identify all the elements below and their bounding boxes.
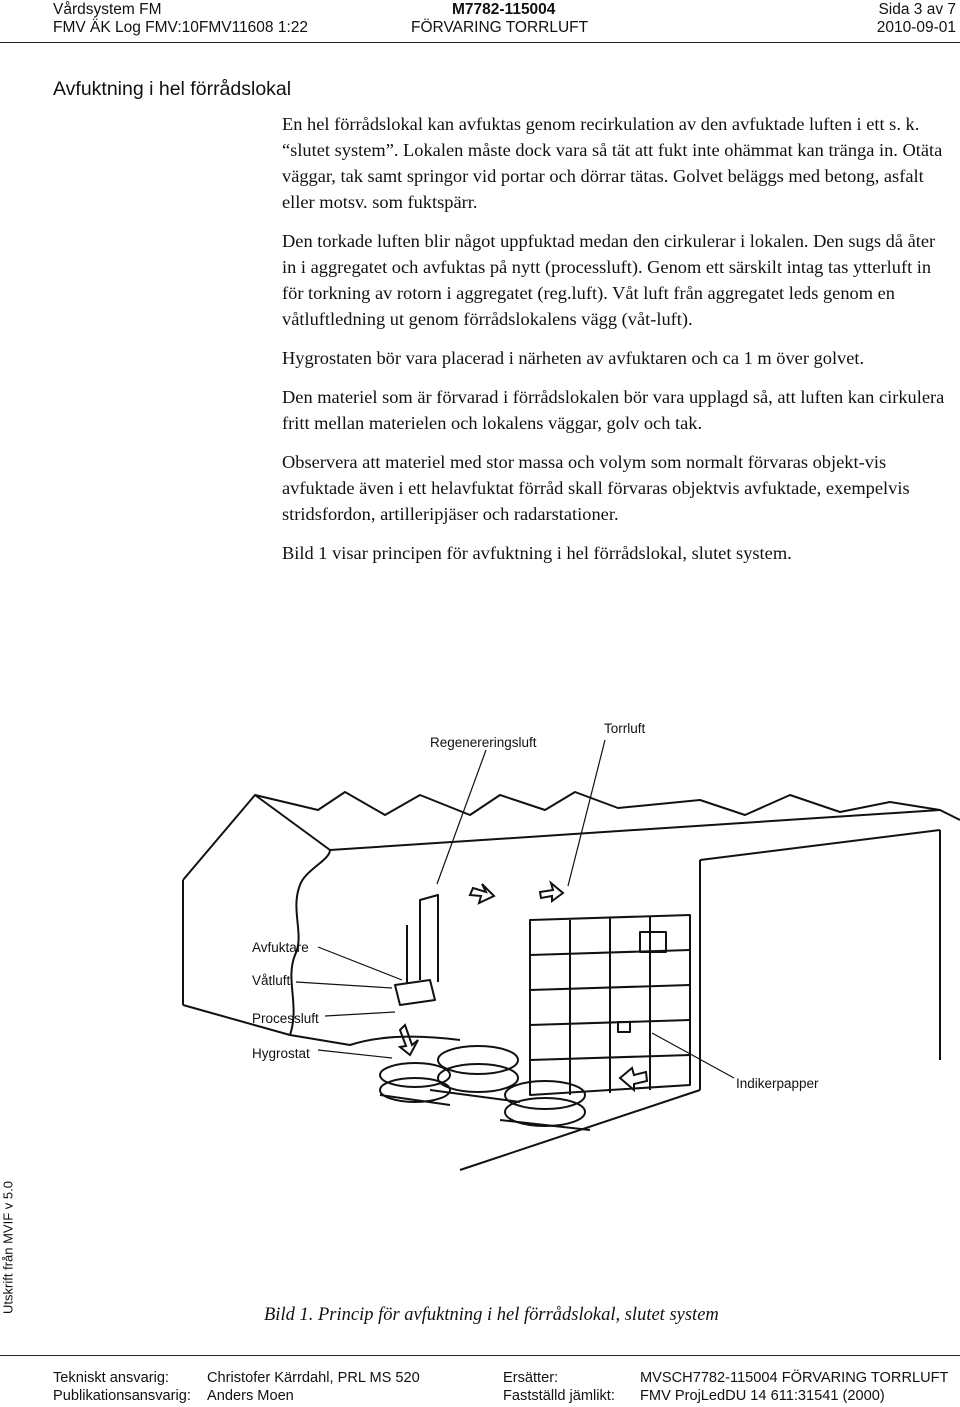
paragraph-4: Den materiel som är förvarad i förrådslokalen bör vara upplagd så, att luften kan cirkulera fritt mellan materielen och lokalens väggar, golv och tak. xyxy=(282,387,945,433)
header-doc-title: FÖRVARING TORRLUFT xyxy=(411,19,589,36)
header-log: FMV ÄK Log FMV:10FMV11608 1:22 xyxy=(53,19,309,36)
side-note: Utskrift från MVIF v 5.0 xyxy=(0,1181,16,1314)
paragraph-5: Observera att materiel med stor massa och volym som normalt förvaras objekt-vis avfuktade även i ett helavfuktat förråd skall förvaras objektvis avfuktade, exempelvis stridsfordon, artilleripjäser och radarstationer. xyxy=(282,452,910,524)
label-indikerpapper: Indikerpapper xyxy=(736,1076,819,1091)
section-title: Avfuktning i hel förrådslokal xyxy=(53,78,292,100)
footer-approved-value: FMV ProjLedDU 14 611:31541 (2000) xyxy=(640,1388,885,1404)
label-hygrostat: Hygrostat xyxy=(252,1046,310,1061)
footer-replaces-label: Ersätter: xyxy=(503,1370,559,1386)
footer-divider xyxy=(0,1355,960,1356)
paragraph-2: Den torkade luften blir något uppfuktad medan den cirkulerar i lokalen. Den sugs då åter in i aggregatet och avfuktas på nytt (processluft). Genom ett särskilt intag tas ytterluft in för torkning av rotorn i aggregatet (reg.luft). Våt luft från aggregatet leds genom en våtluftledning ut genom förrådslokalens vägg (våt-luft). xyxy=(282,231,936,329)
paragraph-3: Hygrostaten bör vara placerad i närheten av avfuktaren och ca 1 m över golvet. xyxy=(282,348,865,368)
label-avfuktare: Avfuktare xyxy=(252,940,309,955)
footer-pub-label: Publikationsansvarig: xyxy=(53,1388,191,1404)
label-regenereringsluft: Regenereringsluft xyxy=(430,735,537,750)
header-doc-number: M7782-115004 xyxy=(452,1,556,18)
paragraph-6: Bild 1 visar principen för avfuktning i hel förrådslokal, slutet system. xyxy=(282,543,792,563)
label-vatluft: Våtluft xyxy=(252,973,291,988)
airflow-arrow xyxy=(540,883,563,901)
figure-illustration xyxy=(0,700,960,1180)
airflow-arrow xyxy=(470,884,494,903)
footer-tech-label: Tekniskt ansvarig: xyxy=(53,1370,169,1386)
header-system: Vårdsystem FM xyxy=(53,1,162,18)
paragraph-1: En hel förrådslokal kan avfuktas genom recirkulation av den avfuktade luften i ett s. k. “slutet system”. Lokalen måste dock vara så tät att fukt inte ohämmat kan tränga in. Otäta väggar, tak samt springor vid portar och dörrar tätas. Golvet beläggs med betong, asfalt eller motsv. som fuktspärr. xyxy=(282,114,943,212)
storage-room-drawing xyxy=(0,700,960,1180)
header-page-number: Sida 3 av 7 xyxy=(878,1,956,18)
caption-label: Bild 1. xyxy=(264,1305,314,1325)
footer-tech-value: Christofer Kärrdahl, PRL MS 520 xyxy=(207,1370,420,1386)
dehumidifier-unit xyxy=(395,980,435,1005)
footer-approved-label: Fastställd jämlikt: xyxy=(503,1388,615,1404)
figure-caption xyxy=(264,1305,719,1326)
body-text xyxy=(282,111,954,579)
header-date: 2010-09-01 xyxy=(876,19,956,36)
label-processluft: Processluft xyxy=(252,1011,319,1026)
airflow-arrow xyxy=(400,1025,418,1055)
page-header xyxy=(0,0,960,40)
airflow-arrow xyxy=(620,1068,647,1090)
footer-replaces-value: MVSCH7782-115004 FÖRVARING TORRLUFT xyxy=(640,1370,949,1386)
footer-pub-value: Anders Moen xyxy=(207,1388,294,1404)
label-torrluft: Torrluft xyxy=(604,721,646,736)
caption-text: Princip för avfuktning i hel förrådslokal, slutet system xyxy=(317,1305,719,1325)
header-divider xyxy=(0,42,960,43)
roof-outline xyxy=(183,792,960,880)
